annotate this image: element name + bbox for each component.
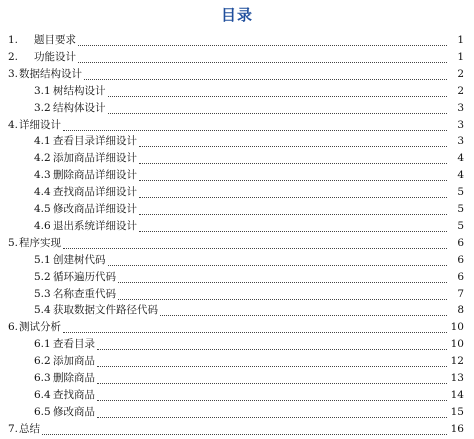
toc-entry-title: 查看目录详细设计	[53, 135, 137, 148]
toc-entry-number: 4.6	[34, 219, 51, 232]
toc-entry-number: 4.	[8, 118, 19, 131]
toc-entry-title: 添加商品详细设计	[53, 152, 137, 165]
toc-entry-page: 2	[457, 67, 464, 80]
toc-leader-dots	[108, 96, 448, 114]
toc-leader-dots	[139, 163, 447, 181]
toc-entry-title: 树结构设计	[53, 84, 106, 97]
toc-entry-page: 3	[457, 101, 464, 114]
toc-entry-page: 3	[457, 118, 464, 131]
toc-entry-number: 5.2	[34, 270, 51, 283]
toc-entry-page: 13	[450, 372, 464, 384]
toc-entry-title: 退出系统详细设计	[53, 219, 137, 232]
toc-entry-page: 4	[457, 152, 464, 165]
toc-entry-title: 总结	[19, 422, 40, 435]
toc-leader-dots	[97, 366, 447, 384]
toc-entry-title: 修改商品详细设计	[53, 203, 137, 215]
toc-entry-title: 功能设计	[34, 50, 76, 63]
toc-entry-page: 10	[450, 321, 464, 334]
toc-leader-dots	[78, 45, 447, 63]
toc-entry-number: 6.4	[34, 388, 51, 401]
toc-entry-page: 1	[457, 50, 464, 63]
toc-title: 目录	[220, 6, 253, 24]
toc-entry-title: 删除商品详细设计	[53, 169, 137, 182]
toc-entry-page: 15	[450, 405, 464, 418]
toc-entry-page: 16	[450, 422, 464, 435]
toc-leader-dots	[118, 265, 447, 283]
toc-leader-dots	[139, 129, 447, 147]
toc-entry-number: 7.	[8, 422, 19, 435]
toc-entry-title: 程序实现	[19, 236, 61, 249]
toc-entry-number: 5.1	[34, 253, 51, 266]
toc-leader-dots	[78, 28, 447, 46]
toc-leader-dots	[84, 62, 447, 80]
toc-leader-dots	[108, 79, 448, 97]
toc-entry-title: 循环遍历代码	[53, 270, 116, 283]
toc-leader-dots	[139, 180, 447, 198]
toc-entry-title: 查找商品详细设计	[53, 186, 137, 199]
toc-entry-page: 5	[457, 186, 464, 199]
toc-entry[interactable]	[0, 421, 474, 438]
toc-entry-title: 添加商品	[53, 355, 95, 368]
toc-entry-title: 查看目录	[53, 338, 95, 351]
toc-entry-number: 4.4	[34, 186, 51, 199]
toc-entry-title: 测试分析	[19, 321, 61, 334]
toc-entry-number: 6.5	[34, 405, 51, 418]
toc-entry-page: 2	[457, 84, 464, 97]
toc-entry-page: 5	[457, 203, 464, 215]
toc-entry-page: 3	[457, 135, 464, 148]
toc-entry-title: 删除商品	[53, 372, 95, 384]
toc-entry-page: 4	[457, 169, 464, 182]
toc-leader-dots	[97, 383, 447, 401]
toc-entry-number: 4.1	[34, 135, 51, 148]
toc-entry-number: 6.1	[34, 338, 51, 351]
toc-entry-number: 6.2	[34, 355, 51, 368]
toc-entry-page: 10	[450, 338, 464, 351]
toc-entry-title: 题目要求	[34, 34, 76, 46]
toc-entry-page: 5	[457, 219, 464, 232]
toc-leader-dots	[97, 400, 447, 418]
toc-entry-page: 6	[457, 236, 464, 249]
toc-entry-number: 5.3	[34, 287, 51, 300]
toc-entry-page: 6	[457, 253, 464, 266]
toc-entry-page: 7	[457, 287, 464, 300]
toc-entry-page: 14	[450, 388, 464, 401]
toc-leader-dots	[118, 282, 447, 300]
toc-entry-number: 6.	[8, 321, 19, 334]
toc-entry-page: 8	[457, 304, 464, 317]
toc-entry-title: 结构体设计	[53, 101, 106, 114]
toc-leader-dots	[160, 298, 447, 316]
toc-entry-number: 3.1	[34, 84, 51, 97]
toc-entry-number: 4.3	[34, 169, 51, 182]
toc-entry-number: 5.4	[34, 304, 51, 317]
toc-entry-title: 数据结构设计	[19, 67, 82, 80]
toc-entry-title: 修改商品	[53, 405, 95, 418]
toc-entry-page: 1	[457, 34, 464, 46]
toc-leader-dots	[97, 332, 447, 350]
toc-leader-dots	[139, 146, 447, 164]
toc-entry-title: 创建树代码	[53, 253, 106, 266]
toc-leader-dots	[63, 231, 447, 249]
toc-entry-title: 名称查重代码	[53, 287, 116, 300]
toc-entry-number: 3.2	[34, 101, 51, 114]
toc-entry-number: 5.	[8, 236, 19, 249]
toc-leader-dots	[42, 417, 447, 435]
toc-entry-number: 4.2	[34, 152, 51, 165]
toc-entry-title: 详细设计	[19, 118, 61, 131]
toc-entry-number: 2.	[8, 50, 19, 63]
toc-leader-dots	[63, 113, 447, 131]
toc-entry-title: 查找商品	[53, 388, 95, 401]
toc-leader-dots	[63, 315, 447, 333]
toc-leader-dots	[139, 214, 447, 232]
toc-entry-number: 6.3	[34, 372, 51, 384]
toc-leader-dots	[108, 248, 448, 266]
toc-entry-page: 12	[450, 355, 464, 368]
toc-entry-number: 3.	[8, 67, 19, 80]
toc-entry-number: 4.5	[34, 203, 51, 215]
toc-leader-dots	[97, 349, 447, 367]
toc-entry-title: 获取数据文件路径代码	[53, 304, 158, 317]
toc-entry-page: 6	[457, 270, 464, 283]
toc-leader-dots	[139, 197, 447, 215]
toc-entry-number: 1.	[8, 34, 19, 46]
